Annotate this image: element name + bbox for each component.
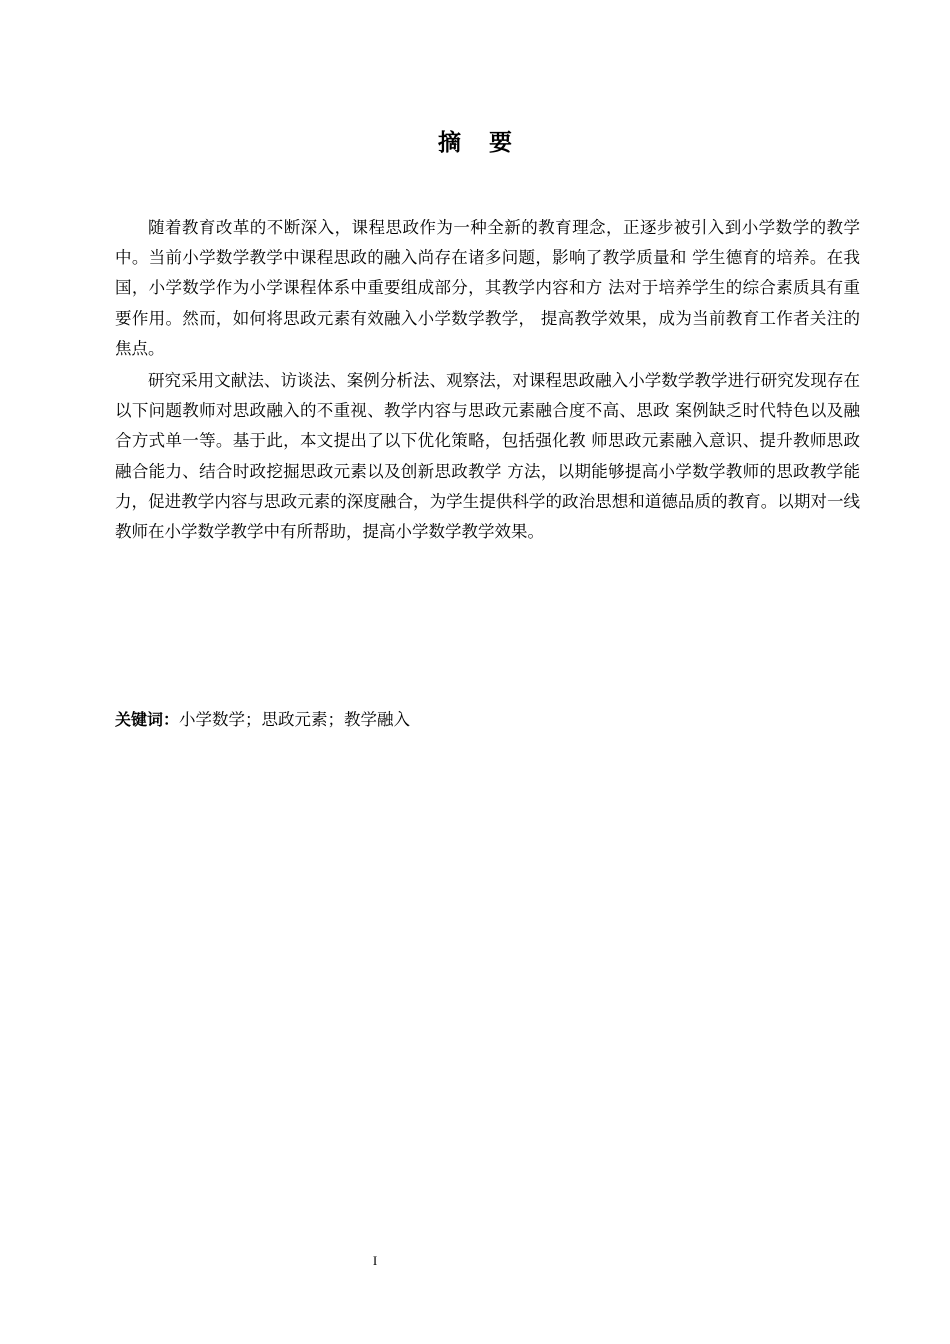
keywords-label: 关键词： bbox=[115, 710, 180, 729]
keywords-value: 小学数学；思政元素；教学融入 bbox=[179, 710, 411, 729]
abstract-title bbox=[0, 124, 950, 157]
abstract-paragraph-2: 研究采用文献法、访谈法、案例分析法、观察法，对课程思政融入小学数学教学进行研究发现存在以下问题教师对思政融入的不重视、教学内容与思政元素融合度不高、思政 案例缺乏时代特色以及融合方式单一等。基于此，本文提出了以下优化策略，包括强化教 师思政元素融入意识、提升教师思政融合能力、结合时政挖掘思政元素以及创新思政教学 方法，以期能够提高小学数学教师的思政教学能力，促进教学内容与思政元素的深度融合，为学生提供科学的政治思想和道德品质的教育。以期对一线教师在小学数学教学中有所帮助，提高小学数学教学效果。 bbox=[115, 371, 860, 542]
abstract-body bbox=[115, 213, 860, 547]
keywords-line bbox=[115, 706, 410, 734]
abstract-title-char-2: 要 bbox=[489, 130, 512, 156]
abstract-paragraph-1: 随着教育改革的不断深入，课程思政作为一种全新的教育理念，正逐步被引入到小学数学的教学中。当前小学数学教学中课程思政的融入尚存在诸多问题，影响了教学质量和 学生德育的培养。在我国，小学数学作为小学课程体系中重要组成部分，其教学内容和方 法对于培养学生的综合素质具有重要作用。然而，如何将思政元素有效融入小学数学教学， 提高教学效果，成为当前教育工作者关注的焦点。 bbox=[115, 218, 860, 358]
page-number: I bbox=[372, 1253, 378, 1268]
abstract-title-char-1: 摘 bbox=[438, 130, 461, 156]
